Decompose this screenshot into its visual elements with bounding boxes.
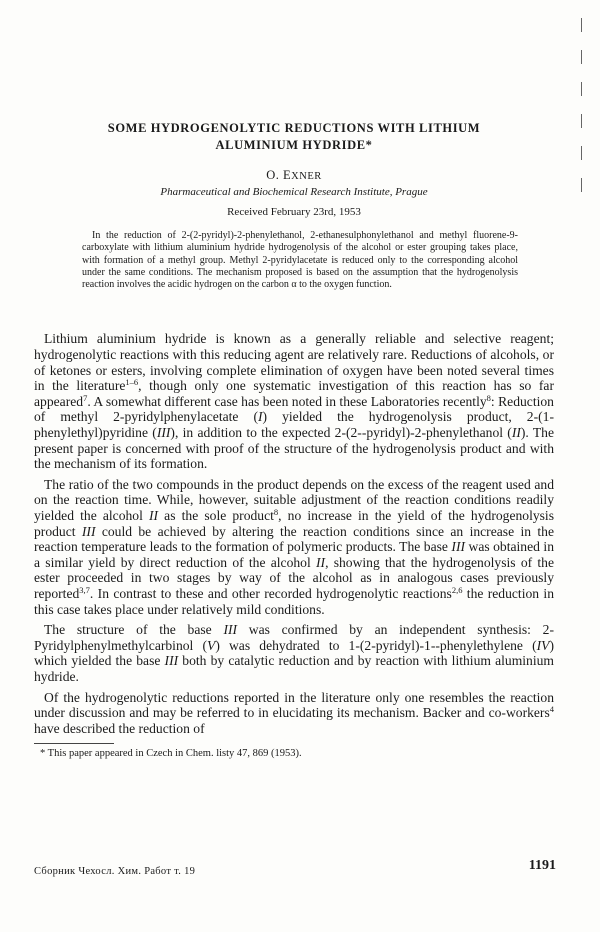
compound-label: II [149, 508, 159, 524]
compound-label: III [81, 523, 96, 539]
compound-label: II [511, 425, 521, 441]
journal-name: Сборник Чехосл. Хим. Работ т. 19 [34, 866, 196, 877]
compound-label: I [258, 409, 263, 425]
page-content [34, 120, 554, 759]
scan-edge-marks [581, 18, 583, 198]
text: , no increase in the yield of the hydrogenolysis product [34, 508, 554, 539]
compound-label: IV [536, 637, 550, 653]
compound-label: III [223, 622, 238, 638]
citation: 7 [83, 392, 88, 403]
citation: 4 [549, 704, 554, 715]
text: . A somewhat different case has been noted in these Laboratories recently [87, 393, 487, 409]
text: the reduction in this case takes place under relatively mild conditions. [34, 585, 555, 617]
paragraph-1 [34, 331, 554, 471]
text: ), in addition to the expected 2-(2--pyridyl)-2-phenylethanol ( [170, 425, 512, 441]
text: have described the reduction of [34, 720, 205, 736]
author [34, 168, 554, 183]
article-body [34, 331, 554, 736]
footnote-rule [34, 743, 114, 744]
citation: 1–6 [125, 377, 139, 388]
text: The ratio of the two compounds in the product depends on the excess of the reagent used and on the reaction time. While, however, suitable adjustment of the reaction conditions readily yielded the alcohol [34, 476, 554, 524]
author-initial: O. E [266, 168, 292, 182]
text: The structure of the base [44, 622, 224, 638]
text: ) was dehydrated to 1-(2-pyridyl)-1--phenylethylene ( [215, 637, 537, 653]
text: ). The present paper is concerned with proof of the structure of the hydrogenolysis product and with the mechanism of its formation. [34, 425, 554, 472]
abstract: In the reduction of 2-(2-pyridyl)-2-phenylethanol, 2-ethanesulphonylethanol and methyl fluorene-9-carboxylate with lithium aluminium hydride hydrogenolysis of the alcohol or ester grouping takes place, with formation of a methyl group. Methyl 2-pyridylacetate is reduced only to the corresponding alcohol under the same conditions. The mechanism proposed is based on the assumption that the hydrogenolysis reaction involves the acidic hydrogen on the carbon α to the oxygen function. [82, 230, 518, 291]
citation: 8 [486, 392, 491, 403]
footnote: * This paper appeared in Czech in Chem. listy 47, 869 (1953). [40, 748, 302, 760]
text: both by catalytic reduction and by reaction with lithium aluminium hydride. [34, 653, 554, 684]
title-line-2: ALUMINIUM HYDRIDE* [215, 138, 373, 152]
citation: 2,6 [451, 584, 463, 595]
text: . In contrast to these and other recorded hydrogenolytic reactions [89, 585, 452, 601]
text: , though only one systematic investigation of this reaction has so far appeared [34, 378, 554, 409]
text: as the sole product [158, 508, 274, 524]
page-number: 1191 [528, 858, 556, 873]
text: could be achieved by altering the reaction conditions since an increase in the reaction temperature leads to the formation of polymeric products. The base [34, 523, 554, 555]
text: , showing that the hydrogenolysis of the ester proceeded in two stages by way of the alcohol as in analogous cases previously reported [34, 554, 554, 601]
citation: 3,7 [79, 584, 90, 595]
received-date: Received February 23rd, 1953 [227, 206, 361, 218]
text: : Reduction of methyl 2-pyridylphenylacetate ( [34, 393, 554, 425]
title-line-1: SOME HYDROGENOLYTIC REDUCTIONS WITH LITHIUM [107, 121, 481, 135]
author-surname-rest: XNER [291, 171, 322, 182]
text: ) which yielded the base [34, 637, 554, 669]
citation: 8 [273, 507, 279, 518]
text: was confirmed by an independent synthesis: 2-Pyridylphenylmethylcarbinol ( [34, 622, 554, 653]
text: Of the hydrogenolytic reductions reported in the literature only one resembles the reaction under discussion and may be referred to in elucidating its mechanism. Backer and co-workers [34, 689, 554, 721]
text: was obtained in a similar yield by direct reduction of the alcohol [34, 539, 554, 570]
institute: Pharmaceutical and Biochemical Research Institute, Prague [160, 186, 428, 198]
compound-label: III [451, 539, 466, 555]
paragraph-2 [34, 477, 554, 617]
compound-label: V [207, 637, 216, 653]
page-footer [34, 858, 556, 879]
compound-label: III [156, 425, 171, 441]
article-title [34, 120, 554, 154]
paragraph-3 [34, 622, 554, 684]
paragraph-4 [34, 690, 554, 737]
text: ) yielded the hydrogenolysis product, 2-(1-phenylethyl)pyridine ( [34, 409, 554, 441]
text: Lithium aluminium hydride is known as a generally reliable and selective reagent; hydrogenolytic reactions with this reducing agent are relatively rare. Reductions of alcohols, or of ketones or esters, involving complete elimination of oxygen have been noted several times in the literature [34, 331, 554, 394]
compound-label: II [316, 554, 326, 570]
compound-label: III [164, 653, 179, 669]
